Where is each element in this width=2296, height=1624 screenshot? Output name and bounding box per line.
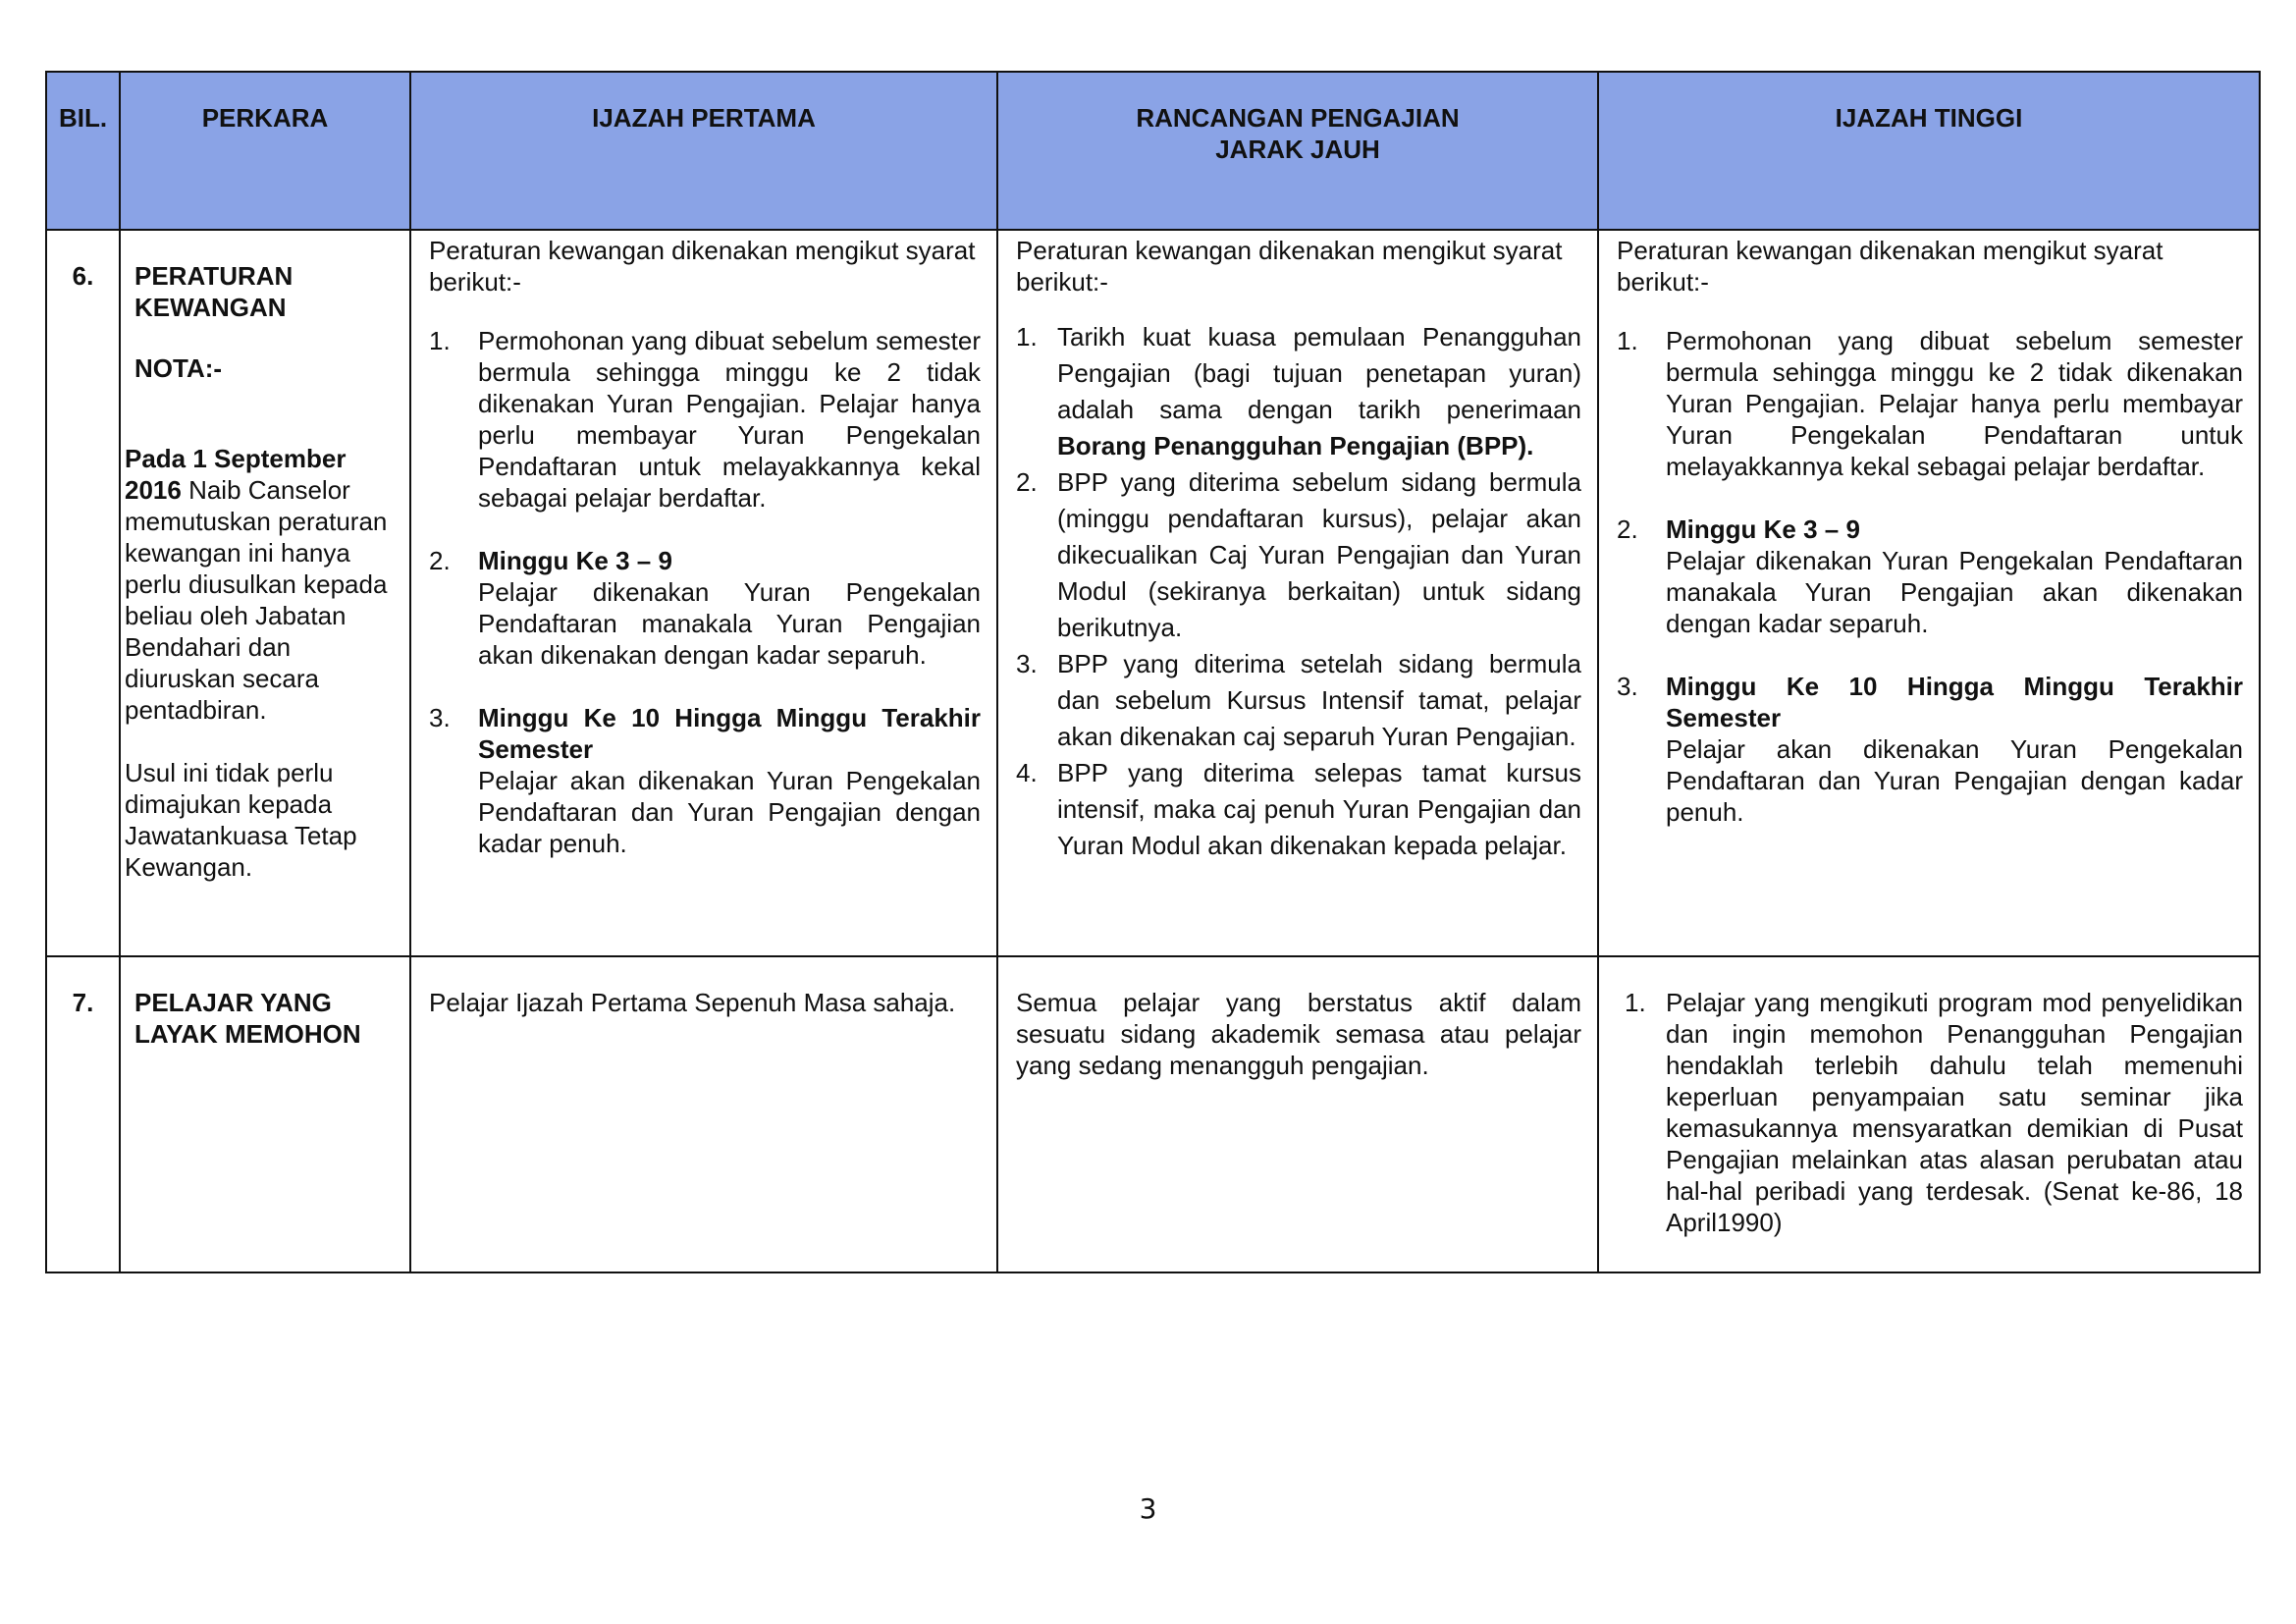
- ijazah-tinggi-cell: [1598, 956, 2260, 1272]
- list-item: [1016, 319, 1581, 464]
- list-item: [429, 545, 981, 671]
- item-text: Pelajar yang mengikuti program mod penyelidikan dan ingin memohon Penangguhan Pengajian hendaklah terlebih dahulu telah memenuhi keperluan penyampaian satu seminar jika kemasukannya mensyaratkan demikian di Pusat Pengajian melainkan atas alasan perubatan atau hal-hal peribadi yang terdesak. (Senat ke-86, 18 April1990): [1666, 988, 2243, 1237]
- row-number: 7.: [46, 956, 120, 1272]
- header-bil: BIL.: [46, 72, 120, 230]
- ijazah-pertama-cell: [410, 230, 997, 956]
- intro-text: Peraturan kewangan dikenakan mengikut syarat berikut:-: [1016, 236, 1563, 297]
- perkara-cell: [120, 230, 410, 956]
- header-ijazah-pertama: IJAZAH PERTAMA: [410, 72, 997, 230]
- condition-list: [1016, 319, 1581, 864]
- header-ijazah-tinggi: IJAZAH TINGGI: [1598, 72, 2260, 230]
- item-text: Pelajar akan dikenakan Yuran Pengekalan Pendaftaran dan Yuran Pengajian dengan kadar penuh.: [478, 766, 981, 858]
- item-title: Minggu Ke 3 – 9: [1666, 514, 1860, 544]
- perkara-title: PERATURAN KEWANGAN: [134, 261, 294, 322]
- item-number: 4.: [1016, 758, 1038, 787]
- item-number: 3.: [1016, 649, 1038, 678]
- list-item: [1617, 987, 2243, 1238]
- item-text: BPP yang diterima selepas tamat kursus intensif, maka caj penuh Yuran Pengajian dan Yuran Modul akan dikenakan kepada pelajar.: [1057, 758, 1581, 860]
- item-text: Pelajar dikenakan Yuran Pengekalan Pendaftaran manakala Yuran Pengajian akan dikenakan dengan kadar separuh.: [1666, 546, 2243, 638]
- page-number: 3: [1139, 1492, 1157, 1525]
- table-header: [46, 72, 2260, 230]
- item-number: 2.: [1016, 467, 1038, 497]
- perkara-cell: [120, 956, 410, 1272]
- list-item: [429, 702, 981, 859]
- condition-list: [429, 325, 981, 859]
- item-text: BPP yang diterima sebelum sidang bermula (minggu pendaftaran kursus), pelajar akan dikecualikan Caj Yuran Pengajian dan Yuran Modul (sekiranya berkaitan) untuk sidang berikutnya.: [1057, 467, 1581, 642]
- perkara-note-2: Usul ini tidak perlu dimajukan kepada Jawatankuasa Tetap Kewangan.: [125, 758, 357, 882]
- table-row: [46, 956, 2260, 1272]
- ijazah-pertama-cell: [410, 956, 997, 1272]
- cell-text: Semua pelajar yang berstatus aktif dalam sesuatu sidang akademik semasa atau pelajar yang sedang menangguh pengajian.: [1016, 988, 1581, 1080]
- item-number: 1.: [1016, 322, 1038, 352]
- list-item: [1617, 671, 2243, 828]
- rpjj-cell: [997, 956, 1598, 1272]
- item-number: 1.: [1625, 988, 1646, 1017]
- row-number: 6.: [46, 230, 120, 956]
- item-title: Minggu Ke 3 – 9: [478, 546, 672, 575]
- nota-label: NOTA:-: [134, 353, 223, 383]
- item-number: 2.: [429, 546, 451, 575]
- list-item: [1016, 755, 1581, 864]
- ijazah-tinggi-cell: [1598, 230, 2260, 956]
- item-text: Pelajar dikenakan Yuran Pengekalan Pendaftaran manakala Yuran Pengajian akan dikenakan dengan kadar separuh.: [478, 577, 981, 670]
- item-bold-text: Borang Penangguhan Pengajian (BPP).: [1057, 431, 1534, 460]
- item-text: BPP yang diterima setelah sidang bermula dan sebelum Kursus Intensif tamat, pelajar akan dikenakan caj separuh Yuran Pengajian.: [1057, 649, 1581, 751]
- item-title: Minggu Ke 10 Hingga Minggu Terakhir Semester: [1666, 672, 2243, 732]
- item-text: Pelajar akan dikenakan Yuran Pengekalan Pendaftaran dan Yuran Pengajian dengan kadar penuh.: [1666, 734, 2243, 827]
- intro-text: Peraturan kewangan dikenakan mengikut syarat berikut:-: [1617, 236, 2163, 297]
- condition-list: [1617, 325, 2243, 828]
- table-row: [46, 230, 2260, 956]
- list-item: [1617, 514, 2243, 639]
- item-number: 3.: [1617, 672, 1638, 701]
- item-text: Permohonan yang dibuat sebelum semester bermula sehingga minggu ke 2 tidak dikenakan Yuran Pengajian. Pelajar hanya perlu membayar Yuran Pengekalan Pendaftaran untuk melayakkannya kekal sebagai pelajar berdaftar.: [1666, 326, 2243, 481]
- header-perkara: PERKARA: [120, 72, 410, 230]
- list-item: [1016, 464, 1581, 646]
- rpjj-cell: [997, 230, 1598, 956]
- header-rpjj: RANCANGAN PENGAJIAN JARAK JAUH: [997, 72, 1598, 230]
- perkara-note: [125, 443, 400, 726]
- list-item: [1617, 325, 2243, 482]
- item-number: 2.: [1617, 514, 1638, 544]
- item-number: 3.: [429, 703, 451, 732]
- list-item: [1016, 646, 1581, 755]
- regulation-table: [45, 71, 2261, 1273]
- intro-text: Peraturan kewangan dikenakan mengikut syarat berikut:-: [429, 236, 976, 297]
- item-text: Tarikh kuat kuasa pemulaan Penangguhan Pengajian (bagi tujuan penetapan yuran) adalah sama dengan tarikh penerimaan: [1057, 322, 1581, 424]
- list-item: [429, 325, 981, 514]
- item-text: Permohonan yang dibuat sebelum semester bermula sehingga minggu ke 2 tidak dikenakan Yuran Pengajian. Pelajar hanya perlu membayar Yuran Pengekalan Pendaftaran untuk melayakkannya kekal sebagai pelajar berdaftar.: [478, 326, 981, 513]
- item-number: 1.: [1617, 326, 1638, 355]
- perkara-title: PELAJAR YANG LAYAK MEMOHON: [134, 988, 361, 1049]
- note-date: Pada 1 September 2016: [125, 444, 347, 505]
- condition-list: [1617, 987, 2243, 1238]
- cell-text: Pelajar Ijazah Pertama Sepenuh Masa sahaja.: [429, 988, 956, 1017]
- note-text: Naib Canselor memutuskan peraturan kewangan ini hanya perlu diusulkan kepada beliau oleh Jabatan Bendahari dan diuruskan secara pentadbiran.: [125, 475, 388, 725]
- item-title: Minggu Ke 10 Hingga Minggu Terakhir Semester: [478, 703, 981, 764]
- item-number: 1.: [429, 326, 451, 355]
